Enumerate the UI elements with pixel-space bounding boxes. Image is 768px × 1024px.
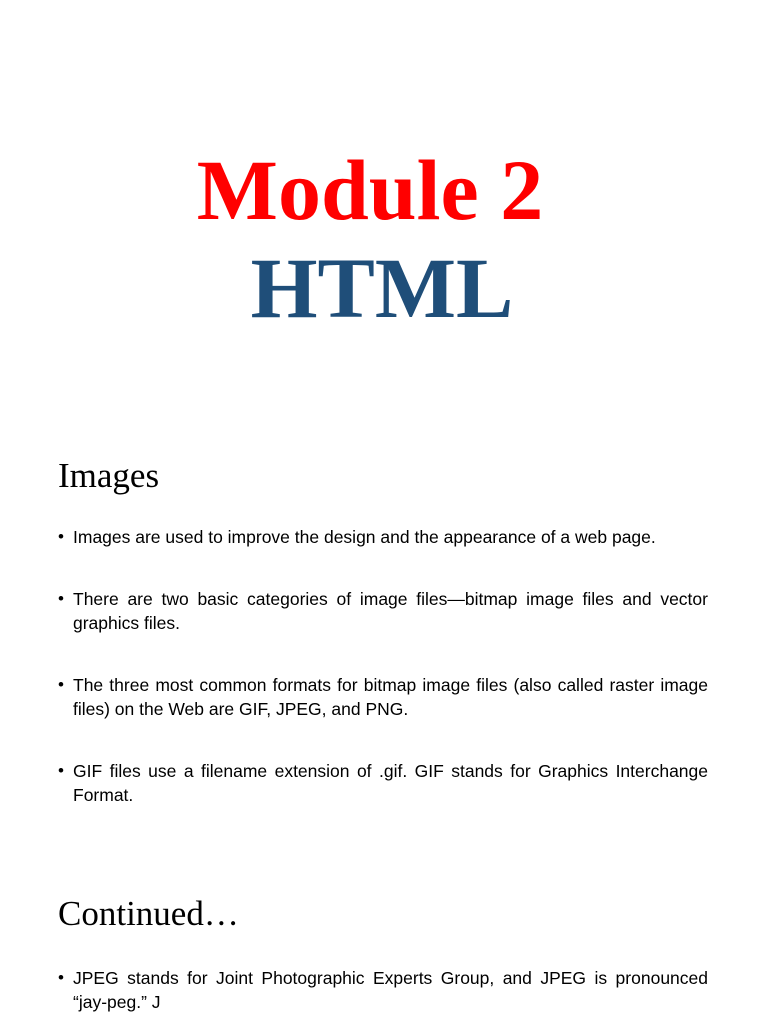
title-slide xyxy=(0,0,768,420)
title-topic: HTML xyxy=(250,240,514,336)
bullet-item xyxy=(58,966,708,1014)
bullet-item xyxy=(58,673,708,721)
images-bullet-list xyxy=(58,525,708,807)
section-heading-continued: Continued… xyxy=(58,894,239,933)
bullet-text: There are two basic categories of image files—bitmap image files and vector graphics files. xyxy=(73,589,708,633)
bullet-text: Images are used to improve the design and the appearance of a web page. xyxy=(73,527,656,547)
bullet-item xyxy=(58,525,708,549)
bullet-text: The three most common formats for bitmap image files (also called raster image files) on the Web are GIF, JPEG, and PNG. xyxy=(73,675,708,719)
bullet-icon: • xyxy=(58,527,64,546)
bullet-icon: • xyxy=(58,761,64,780)
continued-bullet-list xyxy=(58,966,708,1014)
bullet-icon: • xyxy=(58,968,64,987)
bullet-text: JPEG stands for Joint Photographic Experts Group, and JPEG is pronounced “jay-peg.” J xyxy=(73,968,708,1012)
title-module: Module 2 xyxy=(196,142,544,238)
bullet-icon: • xyxy=(58,675,64,694)
bullet-item xyxy=(58,587,708,635)
bullet-icon: • xyxy=(58,589,64,608)
bullet-item xyxy=(58,759,708,807)
section-heading-images: Images xyxy=(58,456,160,495)
bullet-text: GIF files use a filename extension of .gif. GIF stands for Graphics Interchange Format. xyxy=(73,761,708,805)
